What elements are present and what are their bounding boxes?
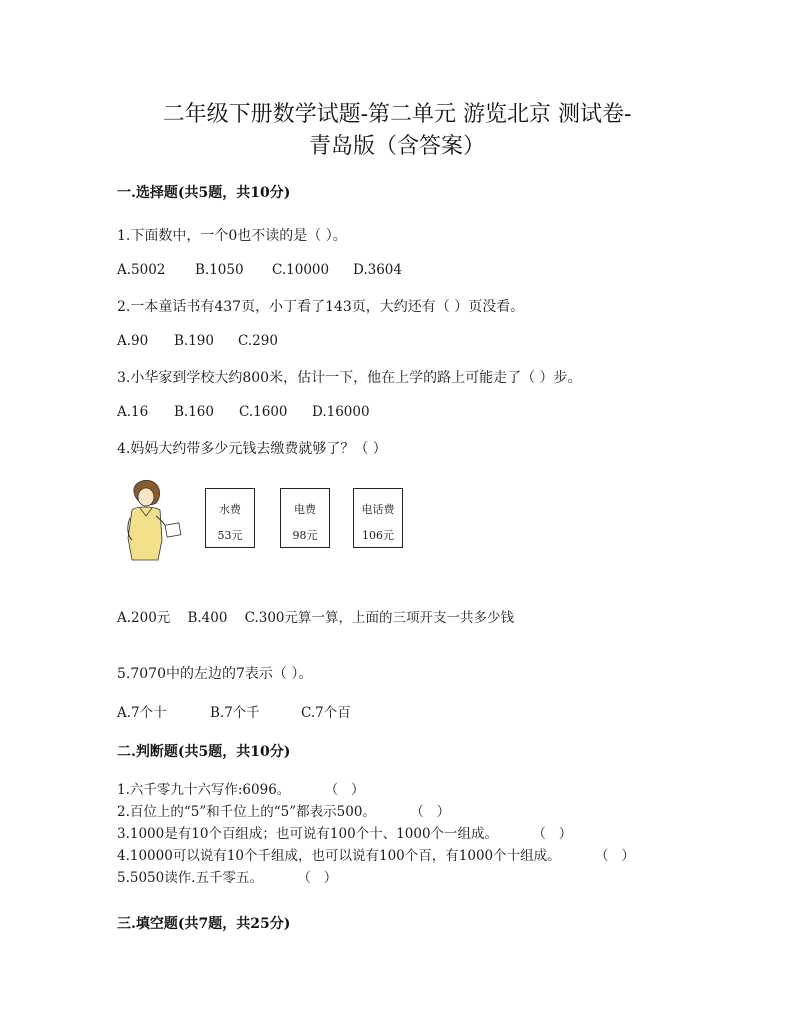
option-b: B.7个千 [210,705,260,721]
bill-name: 电费 [294,503,316,516]
question-1: 1.下面数中，一个0也不读的是（ ）。 [117,228,347,244]
bill-name: 电话费 [361,503,395,516]
bill-name: 水费 [219,503,241,516]
option-c: C.1600 [239,404,288,420]
document-title-line1: 二年级下册数学试题-第二单元 游览北京 测试卷- [162,102,632,127]
section-header-choice: 一.选择题(共5题，共10分) [117,185,291,201]
option-b: B.190 [174,333,214,349]
option-b: B.160 [174,404,214,420]
question-3-options [117,404,370,420]
option-b: B.1050 [195,262,244,278]
question-1-options [117,262,402,278]
bill-amount: 106元 [362,529,394,542]
option-a: A.90 [117,333,149,349]
judge-item-1: 1.六千零九十六写作:6096。 （ ） [117,782,365,798]
option-c: C.10000 [272,262,330,278]
option-c: C.7个百 [301,705,351,721]
bill-telephone [353,488,403,548]
bill-electricity [280,488,330,548]
document-title-line2: 青岛版（含答案） [308,134,485,159]
question-2-options [117,333,278,349]
judge-item-2: 2.百位上的“5”和千位上的“5”都表示500。 （ ） [117,804,451,820]
question-3: 3.小华家到学校大约800米，估计一下，他在上学的路上可能走了（ ）步。 [117,370,582,386]
woman-illustration [118,478,184,562]
option-d: D.3604 [353,262,402,278]
option-a: A.7个十 [117,705,167,721]
bill-amount: 98元 [292,529,318,542]
section-header-judge: 二.判断题(共5题，共10分) [117,744,291,760]
question-4: 4.妈妈大约带多少元钱去缴费就够了？（ ） [117,441,387,457]
section-header-fill: 三.填空题(共7题，共25分) [117,916,291,932]
question-5-options [117,701,351,721]
question-2: 2.一本童话书有437页，小丁看了143页，大约还有（ ）页没看。 [117,299,525,315]
judge-item-3: 3.1000是有10个百组成；也可说有100个十、1000个一组成。 （ ） [117,826,573,842]
option-c: C.290 [238,333,278,349]
question-5: 5.7070中的左边的7表示（ ）。 [117,666,313,682]
option-a: A.16 [117,404,149,420]
option-d: D.16000 [312,404,370,420]
bill-water [205,488,255,548]
question-4-options: A.200元 B.400 C.300元算一算，上面的三项开支一共多少钱 [117,610,515,626]
bill-amount: 53元 [217,529,243,542]
judge-item-4: 4.10000可以说有10个千组成，也可以说有100个百，有1000个十组成。 （ ） [117,848,635,864]
option-a: A.5002 [117,262,166,278]
judge-item-5: 5.5050读作.五千零五。 （ ） [117,870,338,886]
